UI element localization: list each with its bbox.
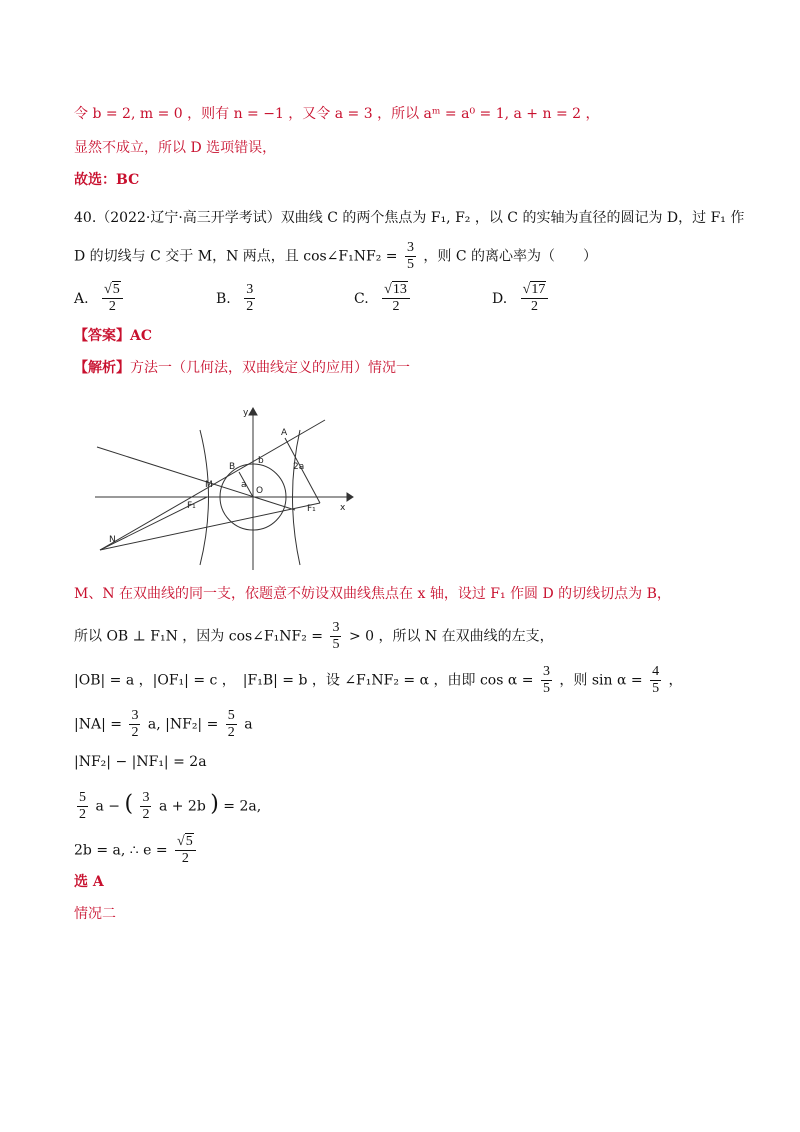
option-d-label: D. xyxy=(492,290,508,307)
frac-den: 2 xyxy=(392,299,400,314)
radicand: 13 xyxy=(392,282,407,297)
option-a-label: A. xyxy=(74,290,89,307)
frac-num: 3 xyxy=(142,790,150,805)
line-1: 令 b = 2, m = 0 ，则有 n = −1 ，又令 a = 3 ，所以 aᵐ = a⁰ = 1, a + n = 2 ， xyxy=(74,106,600,122)
s2-part-a: 所以 OB ⊥ F₁N ，因为 cos∠F₁NF₂ = xyxy=(74,628,324,645)
sqrt-sign: √13 xyxy=(384,282,407,297)
frac-den: 2 xyxy=(181,851,189,866)
frac-den: 2 xyxy=(227,725,235,740)
fraction-four-fifths xyxy=(650,664,661,697)
label-a-point: A xyxy=(281,428,288,438)
s3-part-b: ，则 sin α = xyxy=(559,672,643,689)
option-b-label: B. xyxy=(216,290,231,307)
s6-part-b: a + 2b xyxy=(158,798,206,815)
option-b-value xyxy=(244,282,255,315)
secant-line xyxy=(97,447,295,510)
frac-den: 2 xyxy=(108,299,116,314)
option-c-value xyxy=(382,282,410,315)
question-line-2 xyxy=(74,240,597,273)
s7-part-a: 2b = a, ∴ e = xyxy=(74,842,168,859)
solution-line-3 xyxy=(74,664,683,697)
sqrt-sign: √5 xyxy=(104,282,120,297)
line-2: 显然不成立，所以 D 选项错误， xyxy=(74,140,277,156)
frac-num: 5 xyxy=(227,708,235,723)
label-f2: F₁ xyxy=(307,504,316,514)
solution-line-6 xyxy=(74,790,261,823)
s4-part-a: |NA| = xyxy=(74,716,122,733)
solution-line-5: |NF₂| − |NF₁| = 2a xyxy=(74,754,207,770)
fraction-three-fifths xyxy=(405,240,416,273)
frac-num: 3 xyxy=(542,664,550,679)
s3-part-a: |OB| = a ，|OF₁| = c ， |F₁B| = b ，设 ∠F₁NF₂ = α ，由即 cos α = xyxy=(74,672,534,689)
analysis-tag: 【解析】 xyxy=(74,360,130,376)
s6-part-a: a − xyxy=(95,798,120,815)
question-text-pre: D 的切线与 C 交于 M，N 两点，且 cos∠F₁NF₂ = xyxy=(74,248,398,265)
s4-part-b: a, |NF₂| = xyxy=(147,716,219,733)
paren-close: ) xyxy=(210,791,219,817)
frac-den: 5 xyxy=(406,257,414,272)
fraction-three-halves xyxy=(140,790,151,823)
question-text-post: ，则 C 的离心率为（ ） xyxy=(423,248,598,265)
frac-num: 3 xyxy=(131,708,139,723)
label-f1: F₁ xyxy=(187,501,196,511)
option-d-value xyxy=(521,282,549,315)
option-b[interactable] xyxy=(216,282,258,315)
frac-num: 3 xyxy=(332,620,340,635)
frac-den: 5 xyxy=(542,681,550,696)
option-a[interactable] xyxy=(74,282,126,315)
frac-num: 3 xyxy=(406,240,414,255)
label-m: M xyxy=(205,480,213,490)
frac-den: 2 xyxy=(530,299,538,314)
frac-num: 5 xyxy=(79,790,86,805)
frac-den: 2 xyxy=(131,725,139,740)
option-c-label: C. xyxy=(354,290,369,307)
option-c[interactable] xyxy=(354,282,413,315)
label-a-seg: a xyxy=(241,480,247,490)
radicand: 17 xyxy=(531,282,546,297)
radicand: 5 xyxy=(112,282,120,297)
x-axis-arrow xyxy=(347,493,353,501)
solution-line-1: M、N 在双曲线的同一支，依题意不妨设双曲线焦点在 x 轴，设过 F₁ 作圆 D 的切线切点为 B， xyxy=(74,586,671,602)
option-a-value xyxy=(102,282,123,315)
s2-part-b: > 0 ，所以 N 在双曲线的左支， xyxy=(348,628,554,645)
frac-num: 4 xyxy=(652,664,660,679)
line-nf2 xyxy=(100,503,320,550)
frac-den: 2 xyxy=(246,299,254,314)
label-y: y xyxy=(243,408,249,418)
frac-den: 2 xyxy=(142,807,150,822)
fraction-three-fifths xyxy=(541,664,552,697)
label-n: N xyxy=(109,535,116,545)
sqrt-sign: √5 xyxy=(177,834,193,849)
option-d[interactable] xyxy=(492,282,551,315)
s3-part-c: ， xyxy=(668,672,683,689)
s6-part-c: = 2a, xyxy=(223,798,262,815)
paren-open: ( xyxy=(124,791,134,817)
line-3: 故选：BC xyxy=(74,172,140,188)
solution-line-2 xyxy=(74,620,554,653)
answer-line: 【答案】AC xyxy=(74,328,153,344)
fraction-three-halves xyxy=(129,708,140,741)
y-axis-arrow xyxy=(249,408,257,415)
solution-line-9: 情况二 xyxy=(74,906,116,922)
label-b-seg: b xyxy=(258,456,264,466)
analysis-line xyxy=(74,358,410,378)
fraction-sqrt5-over-2 xyxy=(175,834,196,867)
label-b-point: B xyxy=(229,462,236,472)
frac-den: 5 xyxy=(332,637,340,652)
question-line-1: 40.（2022·辽宁·高三开学考试）双曲线 C 的两个焦点为 F₁, F₂ ，以 C 的实轴为直径的圆记为 D，过 F₁ 作 xyxy=(74,210,745,226)
frac-den: 5 xyxy=(652,681,660,696)
label-2a: 2a xyxy=(293,462,305,472)
fraction-five-halves xyxy=(226,708,237,741)
fraction-three-fifths xyxy=(330,620,341,653)
solution-line-8: 选 A xyxy=(74,874,104,890)
label-x: x xyxy=(340,503,346,513)
fraction-five-halves xyxy=(77,790,88,823)
label-o: O xyxy=(256,486,264,496)
hyperbola-figure xyxy=(95,405,355,570)
solution-line-7 xyxy=(74,834,199,867)
frac-num: 3 xyxy=(246,282,254,297)
s4-part-c: a xyxy=(244,716,253,733)
frac-den: 2 xyxy=(79,807,86,822)
solution-line-4 xyxy=(74,708,253,741)
radicand: 5 xyxy=(185,834,193,849)
sqrt-sign: √17 xyxy=(522,282,546,297)
analysis-text: 方法一（几何法，双曲线定义的应用）情况一 xyxy=(130,360,410,376)
